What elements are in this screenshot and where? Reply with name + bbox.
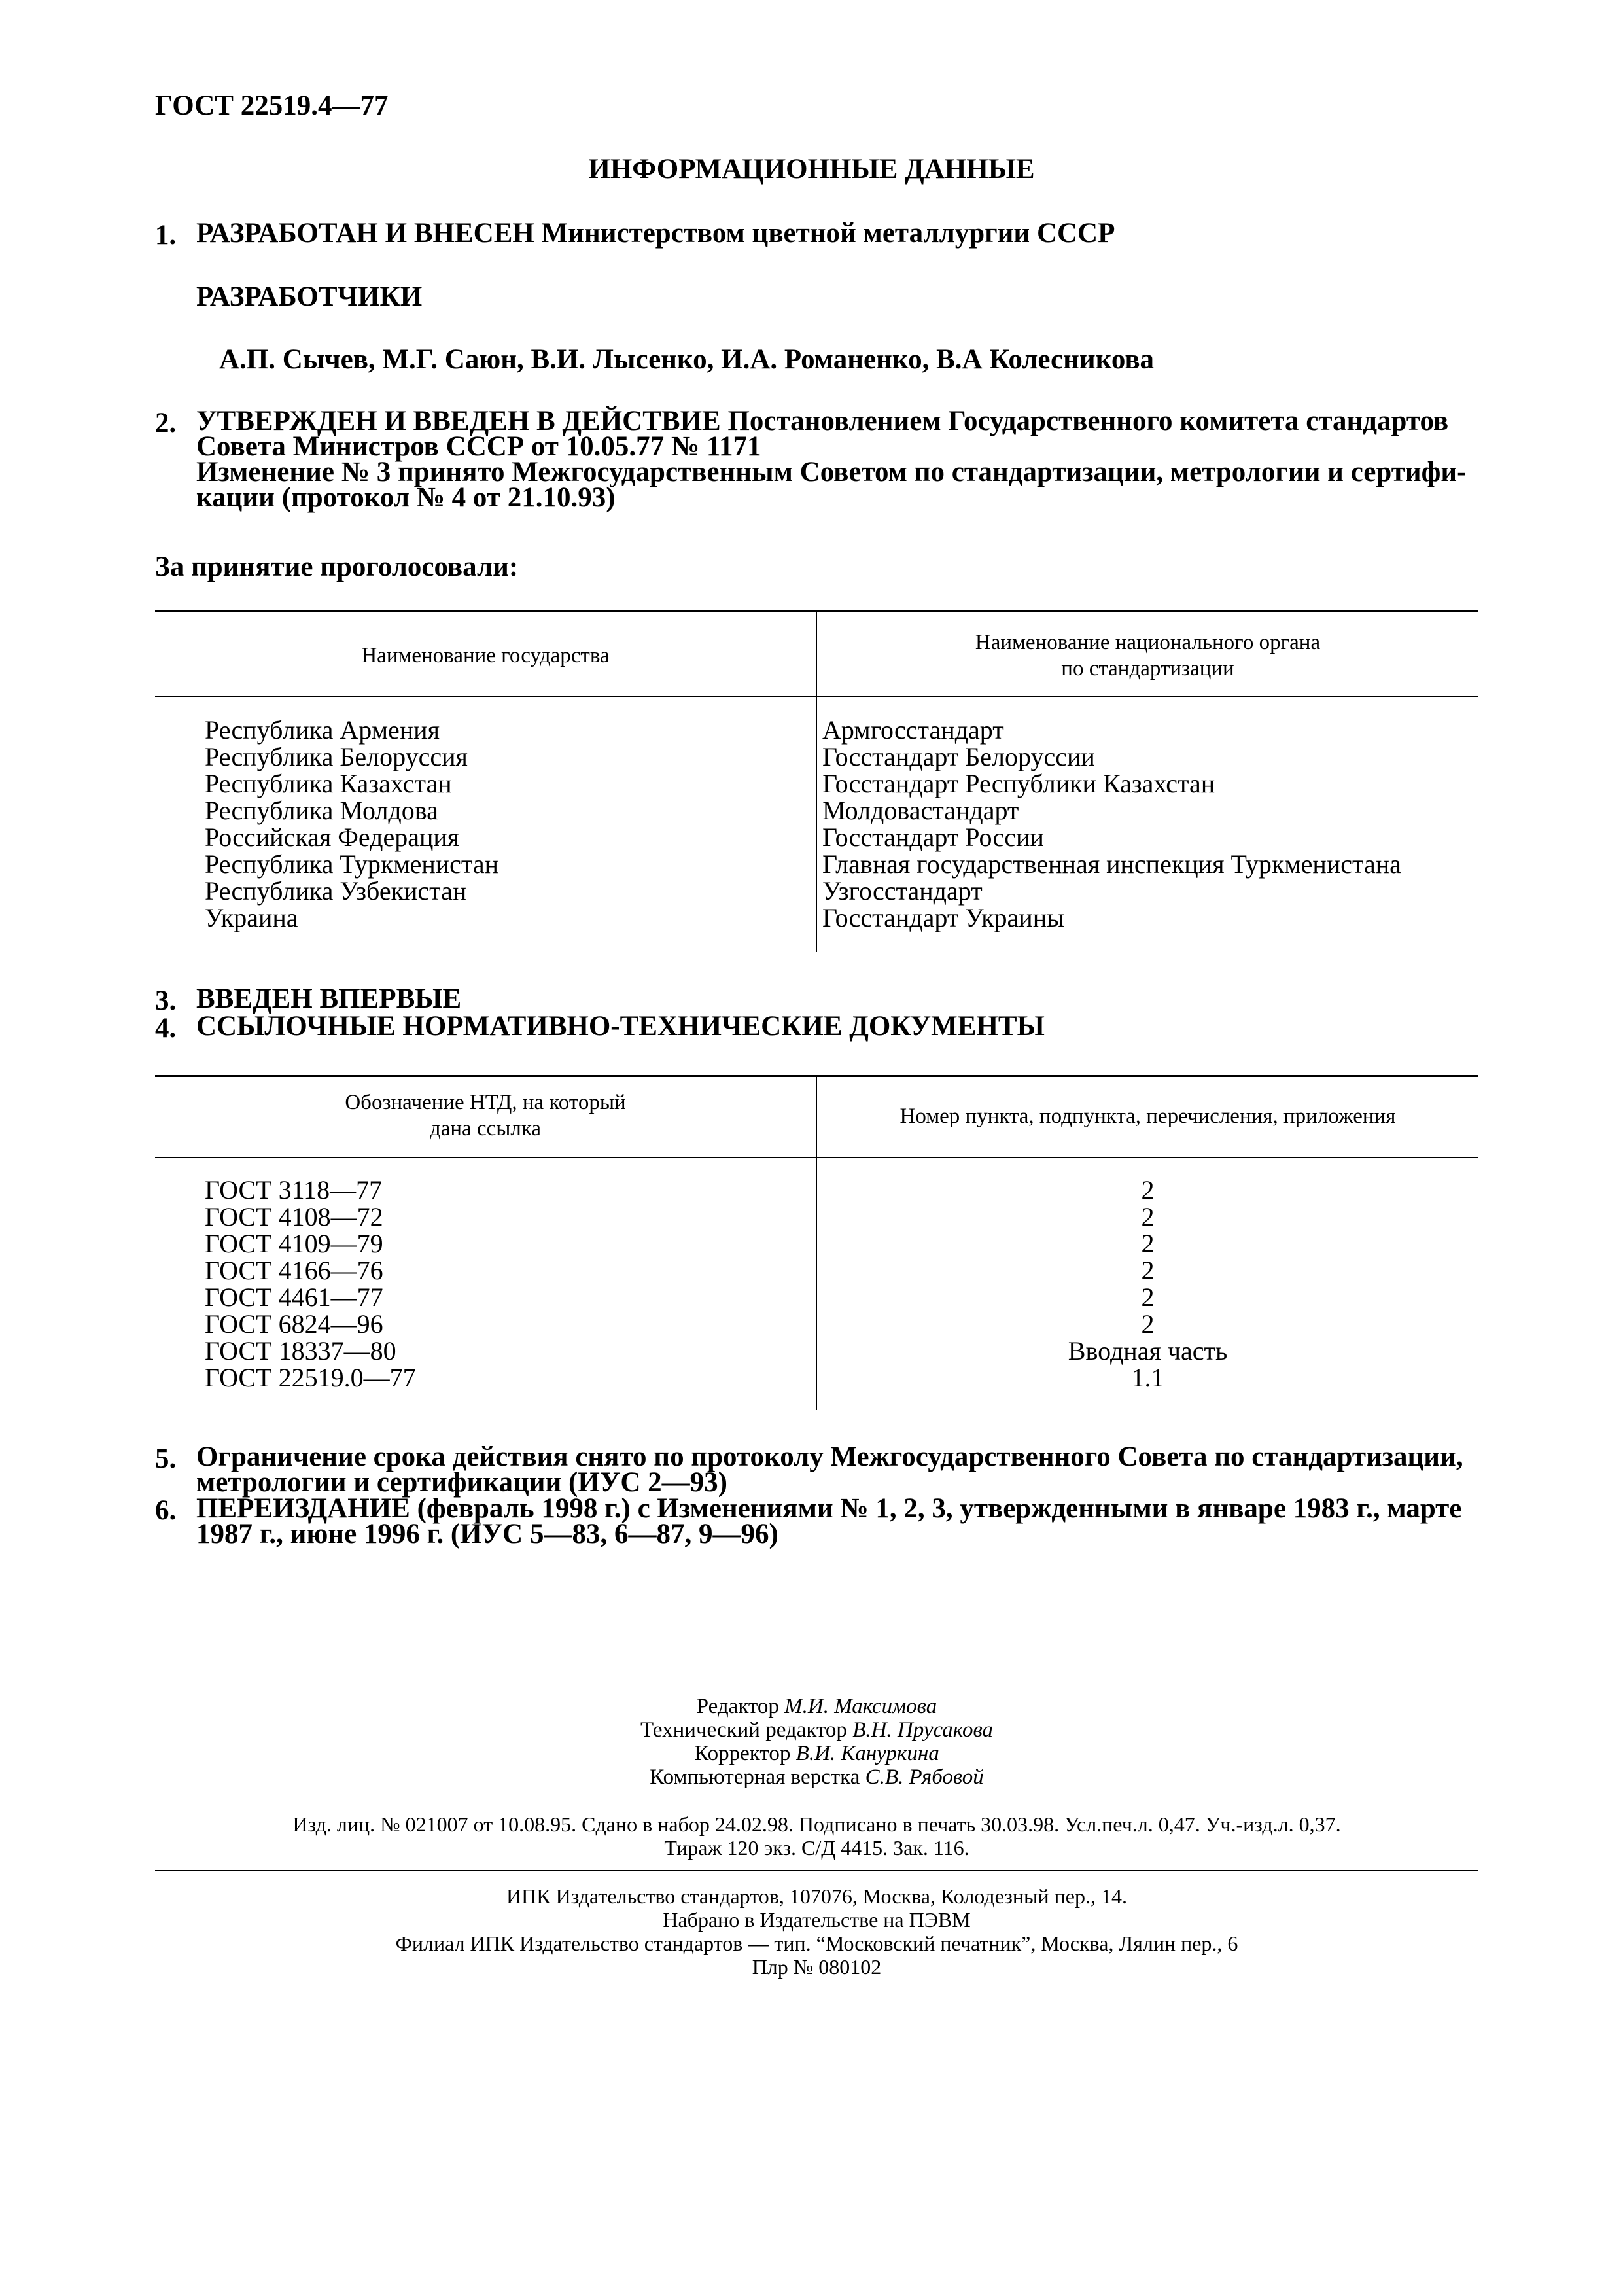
imprint-divider — [155, 1870, 1478, 1871]
table-header-document — [155, 1089, 816, 1142]
section-number: 4. — [155, 1013, 177, 1044]
section-number: 5. — [155, 1443, 177, 1474]
state-cell: Республика Узбекистан — [205, 876, 467, 906]
section-number: 2. — [155, 408, 177, 438]
voted-label: За принятие проголосовали: — [155, 552, 519, 582]
developers-list: А.П. Сычев, М.Г. Саюн, В.И. Лысенко, И.А. Романенко, В.А Колесникова — [219, 344, 1155, 375]
credit-line — [155, 1695, 1478, 1718]
imprint — [155, 1884, 1478, 1979]
credit-name: М.И. Максимова — [784, 1695, 937, 1718]
header-line: по стандартизации — [1061, 657, 1234, 680]
standards-body-cell: Госстандарт Белоруссии — [822, 742, 1095, 771]
state-cell: Республика Армения — [205, 715, 440, 745]
publishing-line: Тираж 120 экз. С/Д 4415. Зак. 116. — [664, 1836, 969, 1860]
standards-body-column — [822, 716, 1401, 931]
header-line: Наименование национального органа — [975, 631, 1321, 654]
state-cell: Украина — [205, 903, 298, 932]
document-cell: ГОСТ 4461—77 — [205, 1282, 383, 1312]
credits — [155, 1695, 1478, 1789]
clause-cell: Вводная часть — [1068, 1336, 1228, 1366]
document-cell: ГОСТ 3118—77 — [205, 1175, 383, 1205]
credit-line — [155, 1718, 1478, 1742]
credit-line — [155, 1742, 1478, 1765]
state-cell: Республика Казахстан — [205, 769, 452, 798]
imprint-line: Набрано в Издательстве на ПЭВМ — [663, 1908, 971, 1932]
table-header-standards-body — [817, 629, 1478, 682]
table-header-state: Наименование государства — [361, 644, 610, 667]
clause-cell: 2 — [1141, 1309, 1155, 1339]
clause-cell: 2 — [1141, 1175, 1155, 1205]
state-cell: Республика Туркменистан — [205, 849, 499, 879]
publishing-details — [155, 1812, 1478, 1860]
credit-role: Компьютерная верстка — [650, 1765, 860, 1789]
credit-role: Редактор — [696, 1695, 779, 1718]
section-number: 6. — [155, 1495, 177, 1526]
section-number: 1. — [155, 220, 177, 251]
publishing-line: Изд. лиц. № 021007 от 10.08.95. Сдано в набор 24.02.98. Подписано в печать 30.03.98. Усл.печ.л. 0,47. Уч.-изд.л. 0,37. — [292, 1812, 1341, 1836]
credit-name: В.И. Кануркина — [795, 1742, 939, 1765]
clause-cell: 2 — [1141, 1282, 1155, 1312]
standards-body-cell: Госстандарт России — [822, 822, 1044, 852]
developers-label: РАЗРАБОТЧИКИ — [196, 281, 423, 312]
clause-cell: 1.1 — [1131, 1363, 1164, 1392]
document-cell: ГОСТ 4166—76 — [205, 1256, 383, 1285]
document-cell: ГОСТ 4109—79 — [205, 1229, 383, 1258]
standards-body-cell: Узгосстандарт — [822, 876, 983, 906]
standards-body-cell: Главная государственная инспекция Туркменистана — [822, 849, 1401, 879]
clause-column — [817, 1176, 1478, 1391]
imprint-line: Плр № 080102 — [752, 1955, 882, 1979]
standards-body-cell: Госстандарт Республики Казахстан — [822, 769, 1215, 798]
document-cell: ГОСТ 4108—72 — [205, 1202, 383, 1231]
section-4-text: ССЫЛОЧНЫЕ НОРМАТИВНО-ТЕХНИЧЕСКИЕ ДОКУМЕНТЫ — [196, 1011, 1045, 1042]
standards-body-cell: Госстандарт Украины — [822, 903, 1064, 932]
section-lead: РАЗРАБОТАН И ВНЕСЕН — [196, 218, 534, 249]
table-header-clause: Номер пункта, подпункта, перечисления, приложения — [899, 1104, 1396, 1128]
section-lead: УТВЕРЖДЕН И ВВЕДЕН В ДЕЙСТВИЕ — [196, 406, 721, 436]
clause-cell: 2 — [1141, 1229, 1155, 1258]
section-2-line-2: Совета Министров СССР от 10.05.77 № 1171 — [196, 431, 761, 462]
section-text: Министерством цветной металлургии СССР — [541, 218, 1115, 249]
standards-body-cell: Армгосстандарт — [822, 715, 1004, 745]
page-title: ИНФОРМАЦИОННЫЕ ДАННЫЕ — [588, 154, 1035, 185]
clause-cell: 2 — [1141, 1202, 1155, 1231]
credit-name: С.В. Рябовой — [865, 1765, 984, 1789]
state-cell: Российская Федерация — [205, 822, 460, 852]
section-lead: ПЕРЕИЗДАНИЕ — [196, 1493, 410, 1524]
credit-role: Корректор — [694, 1742, 791, 1765]
header-line: Обозначение НТД, на который — [345, 1091, 626, 1114]
section-text: (февраль 1998 г.) с Изменениями № 1, 2, 3, утвержденными в январе 1983 г., марте — [417, 1493, 1462, 1524]
section-3-text: ВВЕДЕН ВПЕРВЫЕ — [196, 983, 462, 1014]
clause-cell: 2 — [1141, 1256, 1155, 1285]
document-cell: ГОСТ 6824—96 — [205, 1309, 383, 1339]
section-2-line-3: Изменение № 3 принято Межгосударственным Советом по стандартизации, метрологии и сертифи- — [196, 457, 1467, 487]
section-6-line-2: 1987 г., июне 1996 г. (ИУС 5—83, 6—87, 9—96) — [196, 1519, 778, 1549]
credit-role: Технический редактор — [640, 1718, 847, 1742]
state-column — [205, 716, 498, 931]
imprint-line: Филиал ИПК Издательство стандартов — тип. “Московский печатник”, Москва, Лялин пер., 6 — [395, 1932, 1238, 1955]
credit-line — [155, 1765, 1478, 1789]
imprint-line: ИПК Издательство стандартов, 107076, Москва, Колодезный пер., 14. — [506, 1884, 1127, 1908]
header-line: дана ссылка — [429, 1117, 542, 1140]
section-1-line — [196, 219, 1115, 248]
state-cell: Республика Белоруссия — [205, 742, 468, 771]
section-number: 3. — [155, 985, 177, 1016]
section-text: Постановлением Государственного комитета стандартов — [727, 406, 1449, 436]
section-5-line-1: Ограничение срока действия снято по протоколу Межгосударственного Совета по стандартизации, — [196, 1441, 1463, 1472]
standards-body-cell: Молдовастандарт — [822, 796, 1019, 825]
document-cell: ГОСТ 18337—80 — [205, 1336, 396, 1366]
credit-name: В.Н. Прусакова — [852, 1718, 994, 1742]
state-cell: Республика Молдова — [205, 796, 438, 825]
doc-code: ГОСТ 22519.4—77 — [155, 90, 389, 121]
document-cell: ГОСТ 22519.0—77 — [205, 1363, 416, 1392]
section-2-line-4: кации (протокол № 4 от 21.10.93) — [196, 482, 616, 513]
document-column — [205, 1176, 416, 1391]
section-5-line-2: метрологии и сертификации (ИУС 2—93) — [196, 1467, 727, 1498]
